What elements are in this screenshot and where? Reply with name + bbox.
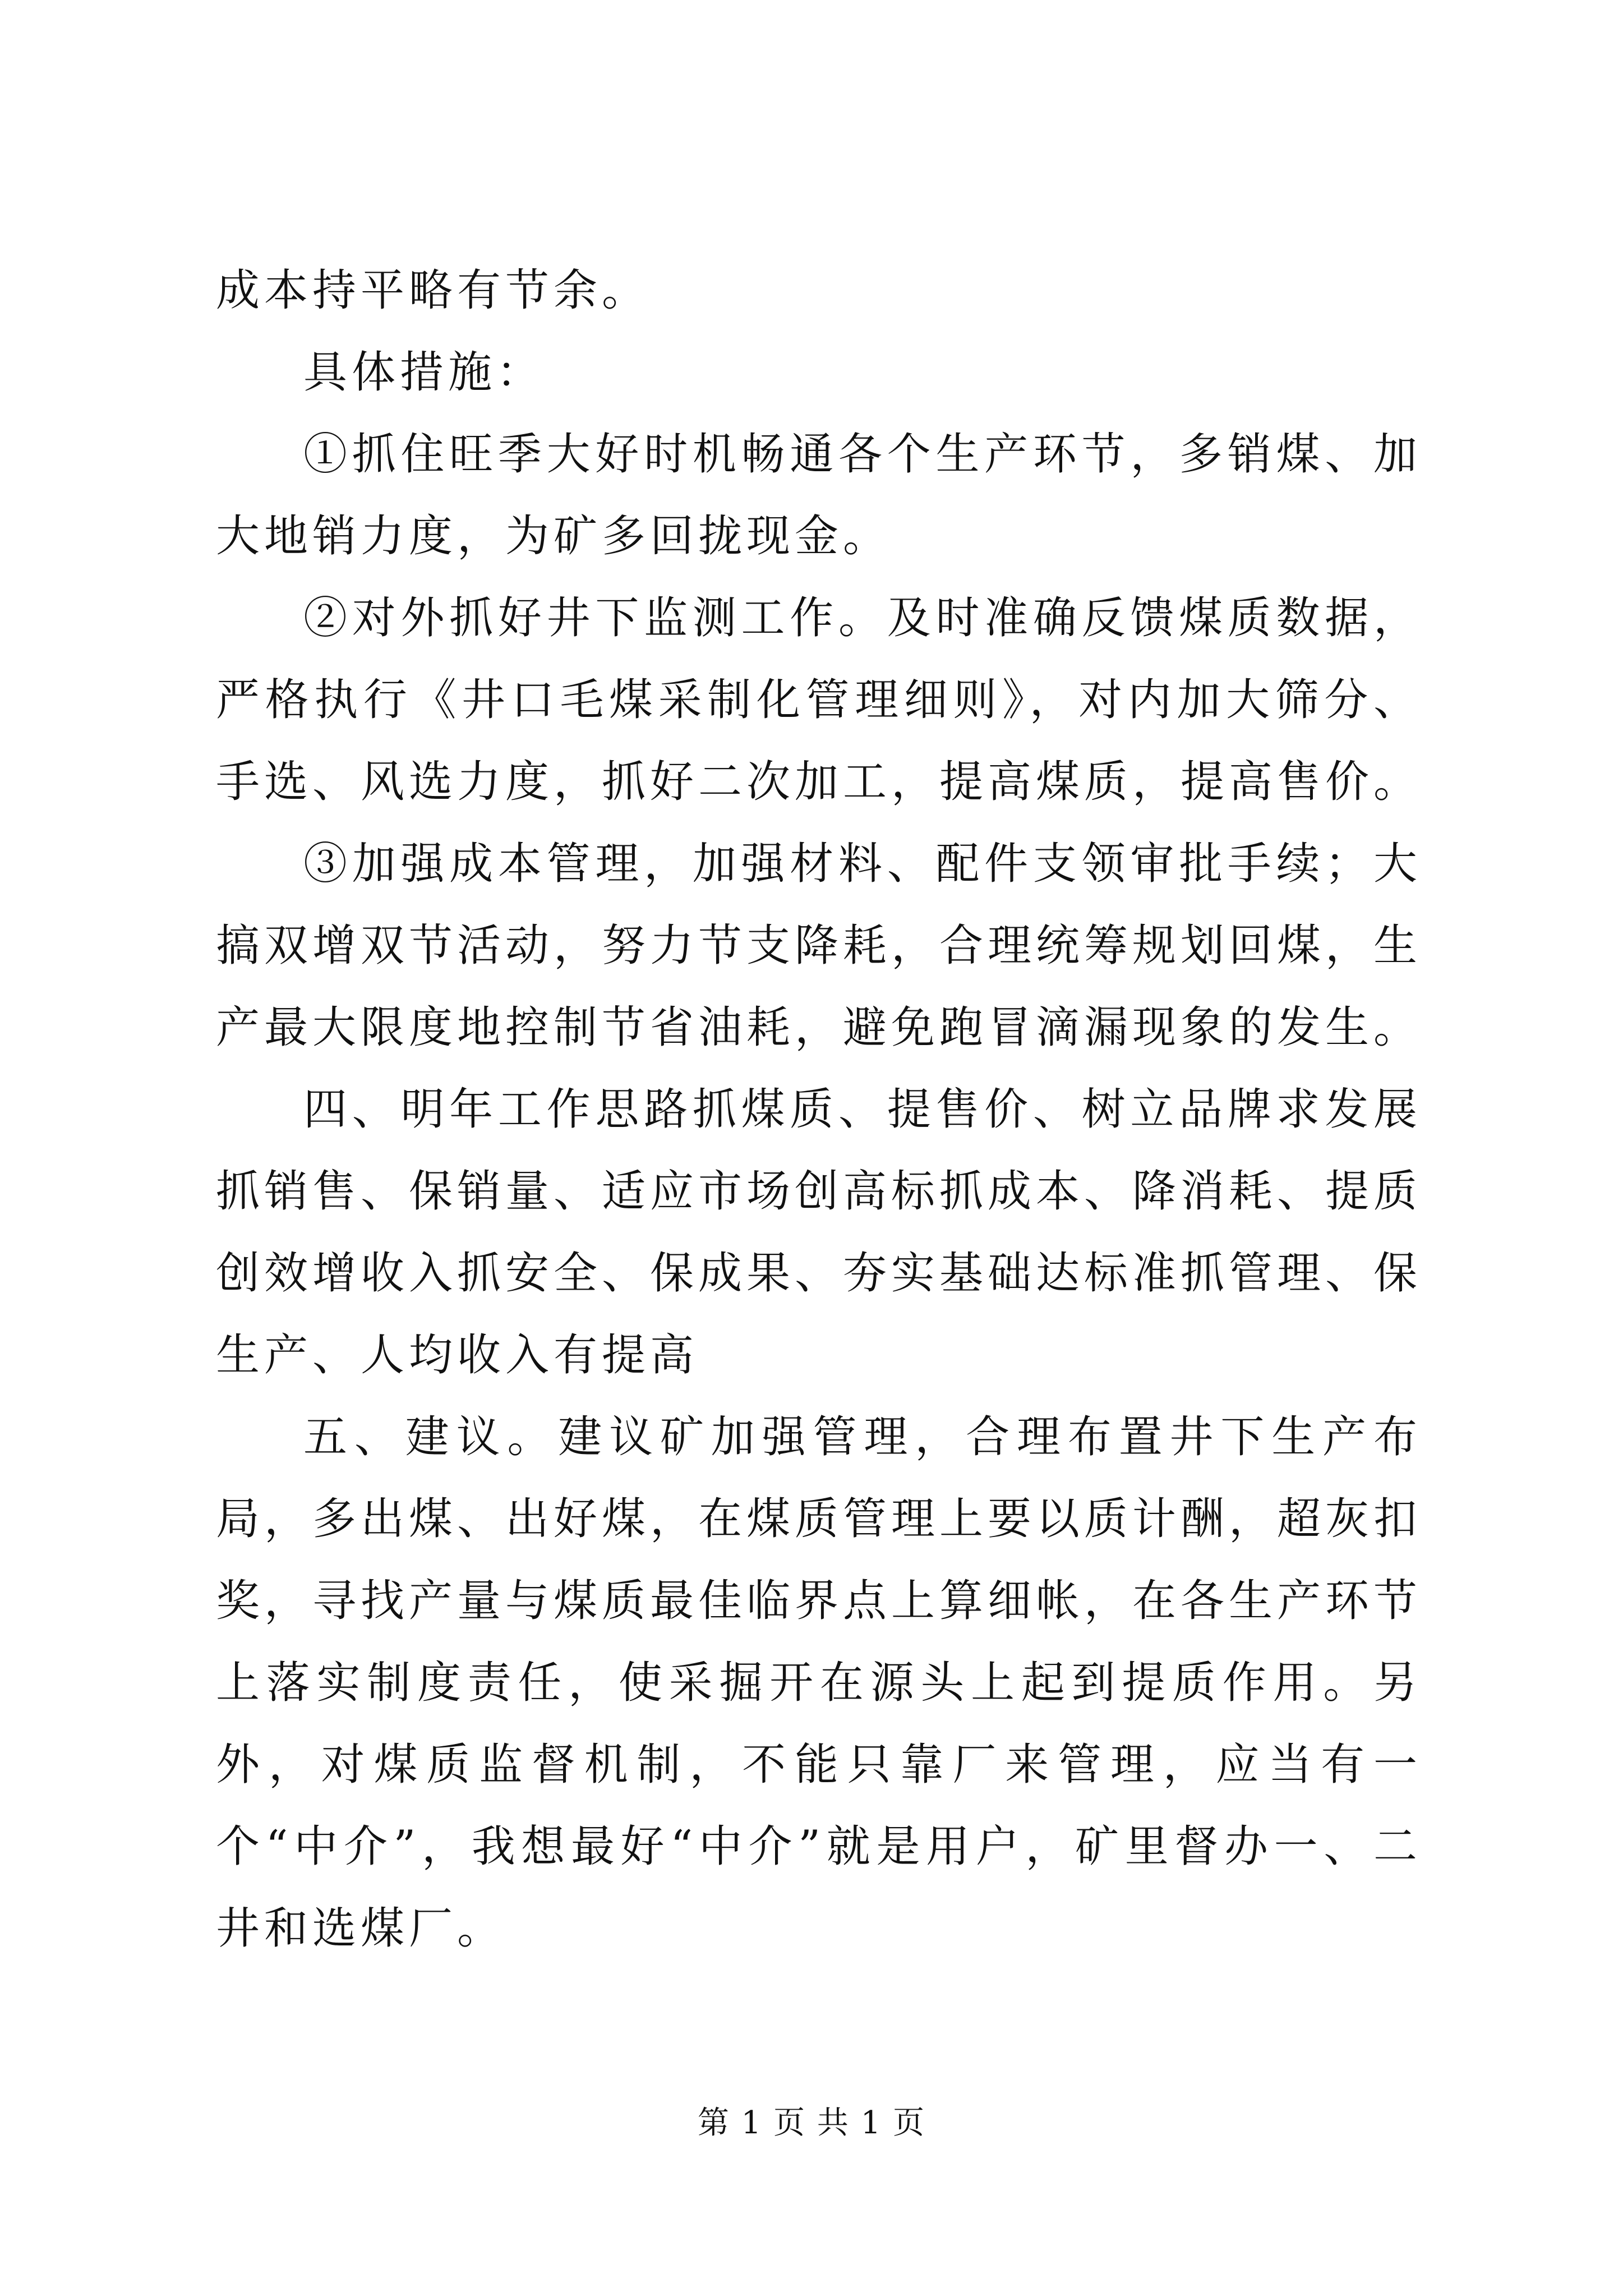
paragraph-1: 成本持平略有节余。 xyxy=(216,265,651,316)
paragraph-6: 四、明年工作思路抓煤质、提售价、树立品牌求发展抓销售、保销量、适应市场创高标抓成本、降消耗、提质创效增收入抓安全、保成果、夯实基础达标准抓管理、保生产、人均收入有提高 xyxy=(216,1084,1422,1381)
document-body xyxy=(216,250,1422,1970)
paragraph-2: 具体措施： xyxy=(303,347,545,398)
paragraph-4: ②对外抓好井下监测工作。及时准确反馈煤质数据，严格执行《井口毛煤采制化管理细则》，对内加大筛分、手选、风选力度，抓好二次加工，提高煤质，提高售价。 xyxy=(216,593,1422,807)
page-footer: 第 1 页 共 1 页 xyxy=(697,2105,926,2141)
paragraph-5: ③加强成本管理，加强材料、配件支领审批手续；大搞双增双节活动，努力节支降耗，合理统筹规划回煤，生产最大限度地控制节省油耗，避免跑冒滴漏现象的发生。 xyxy=(216,839,1422,1053)
paragraph-3: ①抓住旺季大好时机畅通各个生产环节，多销煤、加大地销力度，为矿多回拢现金。 xyxy=(216,429,1422,562)
paragraph-7: 五、建议。建议矿加强管理，合理布置井下生产布局，多出煤、出好煤，在煤质管理上要以质计酬，超灰扣奖，寻找产量与煤质最佳临界点上算细帐，在各生产环节上落实制度责任，使采掘开在源头上起到提质作用。另外，对煤质监督机制，不能只靠厂来管理，应当有一个“中介”，我想最好“中介”就是用户，矿里督办一、二井和选煤厂。 xyxy=(216,1412,1422,1954)
